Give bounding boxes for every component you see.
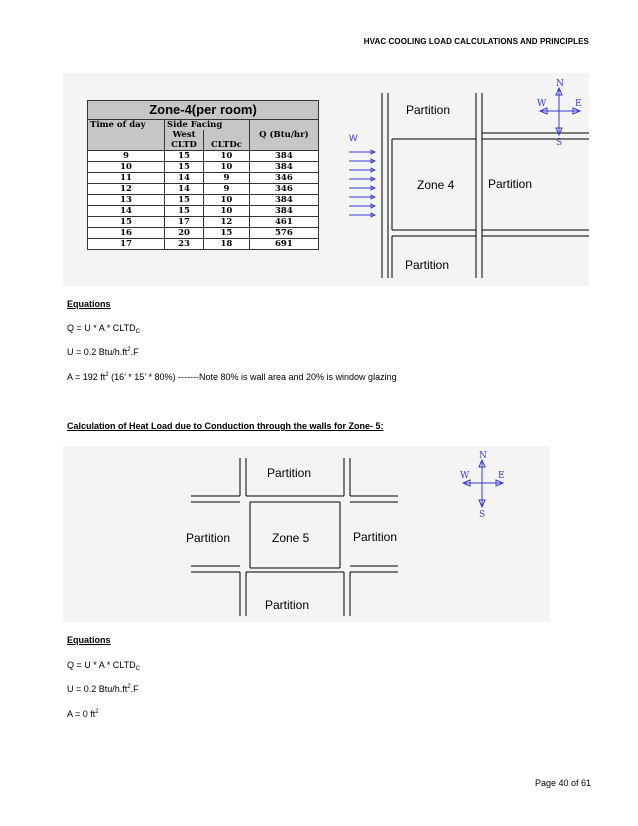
equation-a-1: A = 192 $ft^2$ (16’ * 15’ * 80%) -------Note 80% is wall area and 20% is window glazing (67, 372, 397, 382)
table-row (88, 173, 319, 184)
table-cell: 10 (204, 206, 250, 217)
zone4-figure (63, 73, 589, 286)
table-cell: 15 (88, 217, 165, 228)
col-cltdc-header: CLTDc (204, 140, 250, 151)
compass-e: E (498, 471, 505, 481)
zone4-table (87, 100, 319, 250)
col-cltd-header: CLTD (165, 140, 204, 151)
table-title: Zone-4(per room) (88, 101, 319, 120)
zone5-label: Zone 5 (272, 531, 310, 545)
table-cell: 16 (88, 228, 165, 239)
table-cell: 10 (88, 162, 165, 173)
equations-title-2: Equations (67, 635, 111, 645)
table-row (88, 195, 319, 206)
table-row (88, 151, 319, 162)
table-cell: 10 (204, 151, 250, 162)
equation-q-2: $Q = U * A * CLTD_C$ (67, 660, 140, 672)
table-cell: 9 (204, 184, 250, 195)
table-cell: 346 (249, 173, 318, 184)
zone5-bottom-partition-label: Partition (265, 598, 310, 612)
table-cell: 14 (165, 184, 204, 195)
side-west-label: West (165, 130, 204, 140)
table-cell: 17 (88, 239, 165, 250)
col-time-header: Time of day (88, 120, 165, 131)
table-cell: 17 (165, 217, 204, 228)
wind-direction-label: W (349, 133, 358, 143)
compass-s: S (479, 510, 486, 519)
table-row (88, 228, 319, 239)
table-row (88, 217, 319, 228)
table-cell: 691 (249, 239, 318, 250)
table-cell: 384 (249, 206, 318, 217)
equation-u-1: U = 0.2 Btu/$h.ft^2.F$ (67, 347, 139, 357)
compass-n: N (556, 79, 564, 89)
table-cell: 15 (165, 151, 204, 162)
table-cell: 12 (88, 184, 165, 195)
table-cell: 23 (165, 239, 204, 250)
table-cell: 10 (204, 195, 250, 206)
zone4-right-partition-label: Partition (488, 177, 533, 191)
table-cell: 15 (165, 162, 204, 173)
table-cell: 384 (249, 195, 318, 206)
equation-a-2: A = 0 $ft^2$ (67, 709, 99, 719)
table-cell: 11 (88, 173, 165, 184)
table-cell: 12 (204, 217, 250, 228)
table-cell: 15 (204, 228, 250, 239)
table-row (88, 162, 319, 173)
zone5-top-partition-label: Partition (267, 466, 312, 480)
table-cell: 15 (165, 206, 204, 217)
compass-rose-icon (457, 449, 509, 519)
running-header: HVAC COOLING LOAD CALCULATIONS AND PRINCIPLES (363, 37, 589, 46)
table-cell: 9 (88, 151, 165, 162)
table-cell: 13 (88, 195, 165, 206)
compass-e: E (575, 99, 582, 109)
table-cell: 384 (249, 151, 318, 162)
compass-s: S (556, 138, 563, 147)
compass-rose-icon (534, 77, 586, 147)
equation-q-1: $Q = U * A * CLTD_C$ (67, 323, 140, 335)
table-cell: 384 (249, 162, 318, 173)
equation-u-2: U = 0.2 Btu/$h.ft^2.F$ (67, 684, 139, 694)
equations-title-1: Equations (67, 299, 111, 309)
table-cell: 9 (204, 173, 250, 184)
table-cell: 346 (249, 184, 318, 195)
table-row (88, 239, 319, 250)
zone5-left-partition-label: Partition (186, 531, 231, 545)
table-cell: 576 (249, 228, 318, 239)
table-cell: 14 (88, 206, 165, 217)
table-row (88, 184, 319, 195)
col-side-facing-header: Side Facing (165, 120, 250, 131)
zone4-bottom-partition-label: Partition (405, 258, 450, 272)
compass-n: N (479, 451, 487, 461)
table-cell: 10 (204, 162, 250, 173)
table-cell: 20 (165, 228, 204, 239)
table-cell: 18 (204, 239, 250, 250)
table-cell: 14 (165, 173, 204, 184)
table-cell: 15 (165, 195, 204, 206)
zone4-label: Zone 4 (417, 178, 455, 192)
compass-w: W (460, 471, 470, 481)
compass-w: W (537, 99, 547, 109)
table-cell: 461 (249, 217, 318, 228)
zone5-section-heading: Calculation of Heat Load due to Conduction through the walls for Zone- 5: (67, 421, 384, 431)
table-row (88, 206, 319, 217)
zone5-right-partition-label: Partition (353, 530, 398, 544)
zone5-figure (63, 446, 550, 622)
zone4-table-wrap (87, 100, 319, 250)
col-q-header: Q (Btu/hr) (249, 130, 318, 140)
page-number: Page 40 of 61 (534, 778, 591, 788)
zone4-top-partition-label: Partition (406, 103, 451, 117)
